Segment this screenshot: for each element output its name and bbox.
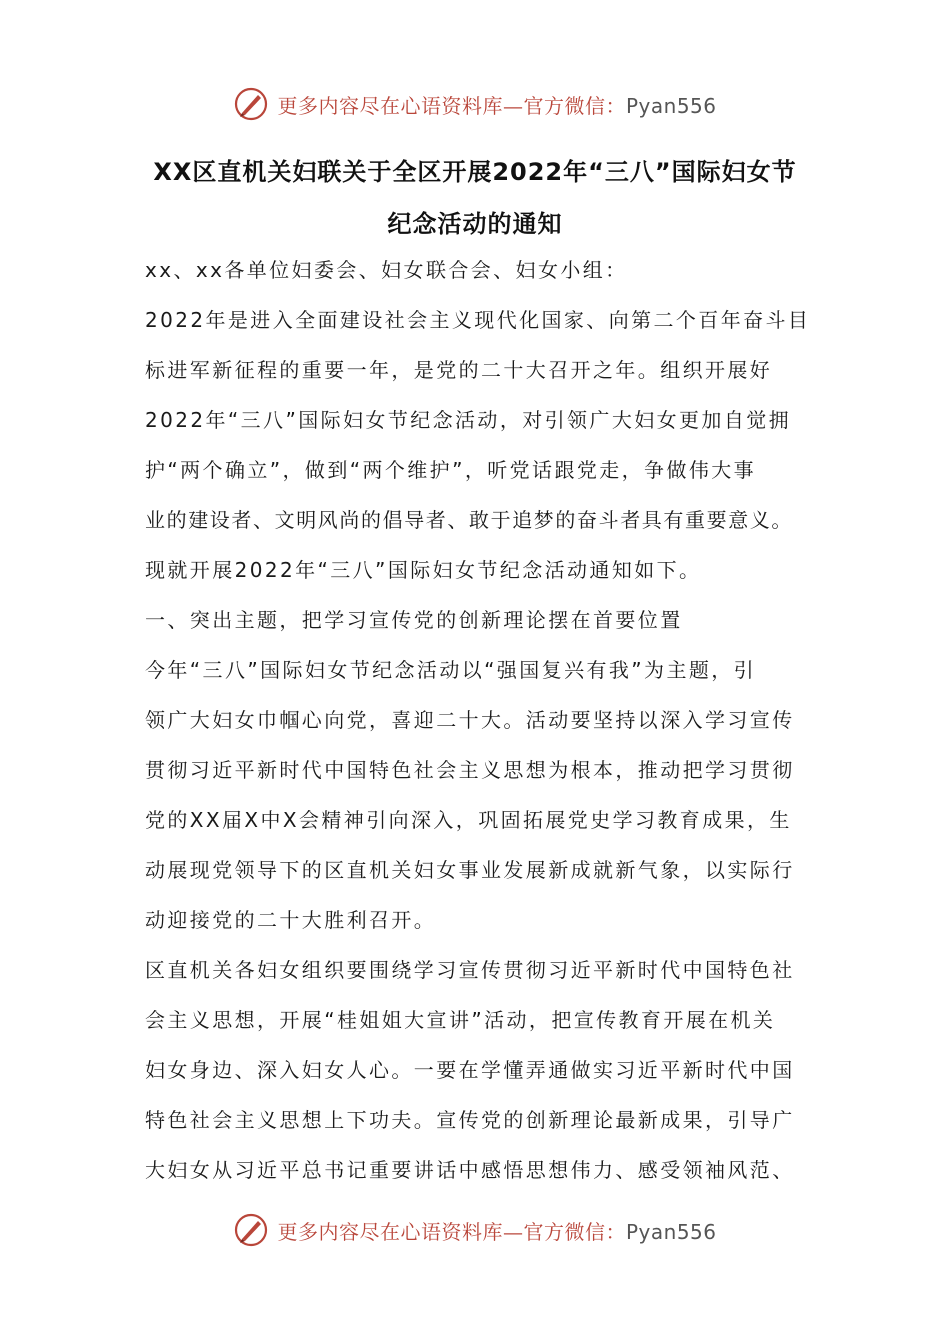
body-line: 2022年是进入全面建设社会主义现代化国家、向第二个百年奋斗目	[145, 308, 811, 332]
body-line: 党的XX届X中X会精神引向深入，巩固拓展党史学习教育成果，生	[145, 808, 792, 832]
pen-circle-logo-icon	[233, 86, 269, 122]
body-line: 特色社会主义思想上下功夫。宣传党的创新理论最新成果，引导广	[145, 1108, 795, 1132]
body-line: 今年“三八”国际妇女节纪念活动以“强国复兴有我”为主题，引	[145, 658, 757, 682]
body-line: 会主义思想，开展“桂姐姐大宣讲”活动，把宣传教育开展在机关	[145, 1008, 776, 1032]
body-line: 现就开展2022年“三八”国际妇女节纪念活动通知如下。	[145, 558, 702, 582]
body-line: 护“两个确立”，做到“两个维护”，听党话跟党走，争做伟大事	[145, 458, 757, 482]
body-line: 领广大妇女巾帼心向党，喜迎二十大。活动要坚持以深入学习宣传	[145, 708, 795, 732]
body-line: 2022年“三八”国际妇女节纪念活动，对引领广大妇女更加自觉拥	[145, 408, 792, 432]
watermark-text: 更多内容尽在心语资料库—官方微信：Pyan556	[277, 1219, 717, 1244]
watermark-text: 更多内容尽在心语资料库—官方微信：Pyan556	[277, 93, 717, 118]
document-title-line-2: 纪念活动的通知	[387, 210, 563, 238]
body-line: 动迎接党的二十大胜利召开。	[145, 908, 437, 932]
body-line: 动展现党领导下的区直机关妇女事业发展新成就新气象，以实际行	[145, 858, 795, 882]
document-body	[145, 254, 810, 1204]
watermark-header	[0, 82, 950, 126]
document-title-line-1: XX区直机关妇联关于全区开展2022年“三八”国际妇女节	[153, 158, 797, 186]
body-line: 大妇女从习近平总书记重要讲话中感悟思想伟力、感受领袖风范、	[145, 1158, 795, 1182]
section-heading: 一、突出主题，把学习宣传党的创新理论摆在首要位置	[145, 608, 683, 632]
body-line: xx、xx各单位妇委会、妇女联合会、妇女小组：	[145, 258, 628, 282]
body-line: 妇女身边、深入妇女人心。一要在学懂弄通做实习近平新时代中国	[145, 1058, 795, 1082]
body-line: 标进军新征程的重要一年，是党的二十大召开之年。组织开展好	[145, 358, 773, 382]
body-line: 贯彻习近平新时代中国特色社会主义思想为根本，推动把学习贯彻	[145, 758, 795, 782]
watermark-footer	[0, 1208, 950, 1252]
pen-circle-logo-icon	[233, 1212, 269, 1248]
body-line: 业的建设者、文明风尚的倡导者、敢于追梦的奋斗者具有重要意义。	[145, 508, 793, 532]
body-line: 区直机关各妇女组织要围绕学习宣传贯彻习近平新时代中国特色社	[145, 958, 795, 982]
